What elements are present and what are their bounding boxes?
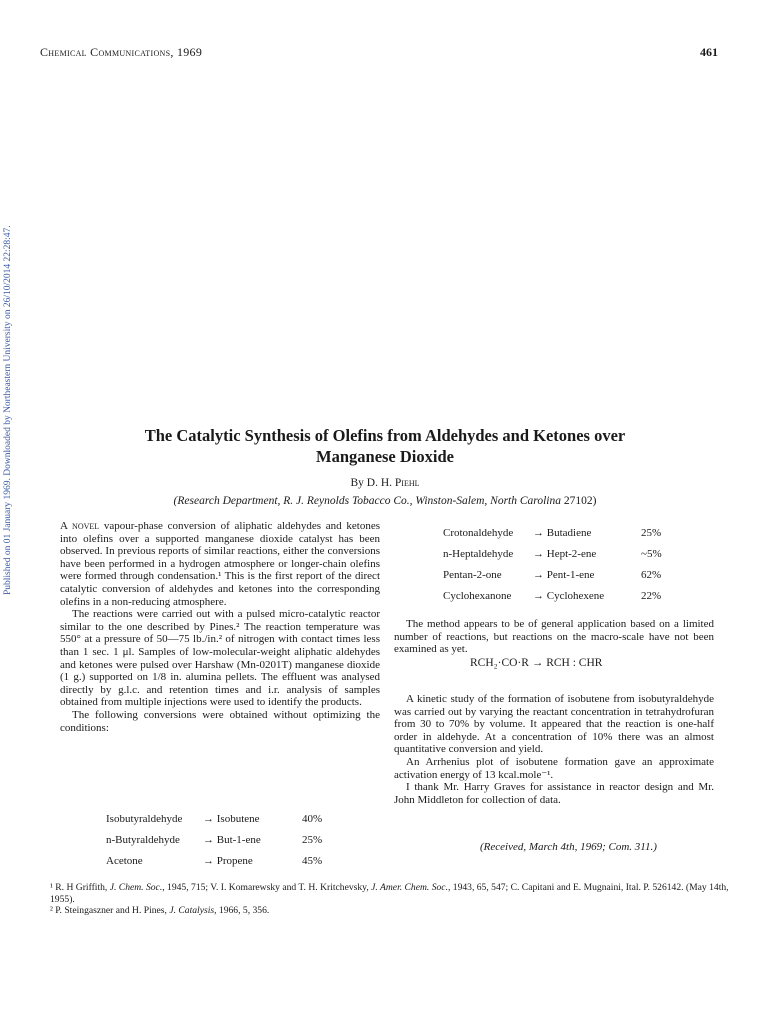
paragraph-general: The method appears to be of general application based on a limited number of reactions, but reactions on the macro-scale have not been examined as yet. xyxy=(394,618,714,656)
paragraph-arrhenius: An Arrhenius plot of isobutene formation gave an approximate activation energy of 13 kcal.mole⁻¹. xyxy=(394,755,714,781)
conversion-table-left xyxy=(106,813,346,876)
paragraph-method: The reactions were carried out with a pulsed micro-catalytic reactor similar to the one described by Pines.² The reaction temperature was 550° at a pressure of 50—75 lb./in.² of nitrogen with contact times less than 1 sec. 1 μl. Samples of low-molecular-weight aliphatic aldehydes and ketones were pulsed over Harshaw (Mn-0201T) manganese dioxide (1 g.) supported on 1/8 in. alumina pellets. The effluent was analysed directly by g.l.c. and retention times and i.r. analysis of samples obtained from multiple injections were used to identify the products. xyxy=(60,608,380,709)
affiliation-text: (Research Department, R. J. Reynolds Tobacco Co., Winston-Salem, North Carolina xyxy=(173,495,561,507)
reactant: n-Heptaldehyde xyxy=(443,548,514,560)
title-line-2: Manganese Dioxide xyxy=(316,447,454,466)
footnote-1-text: , 1943, 65, 547; C. Capitani and E. Mugnaini, Ital. P. 526142. (May 14th, 1955). xyxy=(50,882,729,905)
journal-name: J. Chem. Soc. xyxy=(109,882,163,893)
footnote-2-text: , 1966, 5, 356. xyxy=(214,905,270,916)
journal-name: J. Amer. Chem. Soc. xyxy=(371,882,448,893)
page-number: 461 xyxy=(700,45,718,59)
reactant: Acetone xyxy=(106,855,143,867)
product: → Propene xyxy=(203,855,253,867)
byline xyxy=(60,477,710,489)
download-watermark: Published on 01 January 1969. Downloaded by Northeastern University on 26/10/2014 22:28:47. xyxy=(3,225,13,595)
footnotes xyxy=(50,882,730,917)
affiliation-zip: 27102) xyxy=(563,495,597,507)
footnote-1-text: ¹ R. H Griffith, xyxy=(50,882,110,893)
table-row xyxy=(106,834,346,855)
product: → Cyclohexene xyxy=(533,590,605,602)
yield: 45% xyxy=(302,855,323,867)
table-row xyxy=(443,527,683,548)
paragraph-acknowledgement: I thank Mr. Harry Graves for assistance in reactor design and Mr. John Middleton for collection of data. xyxy=(394,781,714,806)
reactant: Isobutyraldehyde xyxy=(106,813,183,825)
product: → Isobutene xyxy=(203,813,260,825)
title-line-1: The Catalytic Synthesis of Olefins from Aldehydes and Ketones over xyxy=(144,426,626,445)
lead-words: A novel xyxy=(60,520,100,532)
reactant: Cyclohexanone xyxy=(443,590,512,602)
footnote-1 xyxy=(50,882,730,905)
intro-text: vapour-phase conversion of aliphatic aldehydes and ketones into olefins over a supported manganese dioxide catalyst has been observed. In previous reports of similar reactions, either the conversions have been performed in a hydrogen atmosphere or longer-chain olefins were formed through condensation.¹ This is the first report of the direct catalytic conversion of aldehydes and ketones into the corresponding olefins in a non-reducing atmosphere. xyxy=(60,520,380,608)
byline-prefix: By D. H. xyxy=(350,477,393,489)
journal-name: J. Catalysis xyxy=(169,905,215,916)
reactant: Crotonaldehyde xyxy=(443,527,514,539)
product: → Butadiene xyxy=(533,527,592,539)
table-row xyxy=(443,569,683,590)
reactant: Pentan-2-one xyxy=(443,569,502,581)
yield: 25% xyxy=(641,527,662,539)
right-column-top xyxy=(394,618,714,656)
left-column xyxy=(60,520,380,734)
yield: 40% xyxy=(302,813,323,825)
article-title xyxy=(60,425,710,467)
product: → Hept-2-ene xyxy=(533,548,597,560)
right-column-bottom xyxy=(394,693,714,806)
yield: 25% xyxy=(302,834,323,846)
footnote-2-text: ² P. Steingaszner and H. Pines, xyxy=(50,905,170,916)
paragraph-kinetics: A kinetic study of the formation of isobutene from isobutyraldehyde was carried out by varying the reactant concentration in tetrahydrofuran from 30 to 70% by volume. It appeared that the reaction is one-half order in aldehyde. At a concentration of 10% there was an almost quantitative conversion and yield. xyxy=(394,693,714,756)
running-header-journal: Chemical Communications, 1969 xyxy=(40,45,203,59)
paragraph-conversions-intro: The following conversions were obtained without optimizing the conditions: xyxy=(60,708,380,734)
footnote-1-text: , 1945, 715; V. I. Komarewsky and T. H. Kritchevsky, xyxy=(162,882,372,893)
footnote-2 xyxy=(50,905,730,917)
product: → But-1-ene xyxy=(203,834,261,846)
reactant: n-Butyraldehyde xyxy=(106,834,180,846)
table-row xyxy=(443,548,683,569)
received-date: (Received, March 4th, 1969; Com. 311.) xyxy=(480,841,657,853)
table-row xyxy=(106,855,346,876)
table-row xyxy=(106,813,346,834)
reaction-equation: RCH₂·CO·R → RCH : CHR xyxy=(470,657,603,669)
product: → Pent-1-ene xyxy=(533,569,595,581)
paragraph-intro xyxy=(60,520,380,608)
author-name: Piehl xyxy=(394,477,420,489)
yield: ~5% xyxy=(641,548,662,560)
yield: 62% xyxy=(641,569,662,581)
affiliation xyxy=(60,495,710,507)
conversion-table-right xyxy=(443,527,683,611)
yield: 22% xyxy=(641,590,662,602)
table-row xyxy=(443,590,683,611)
